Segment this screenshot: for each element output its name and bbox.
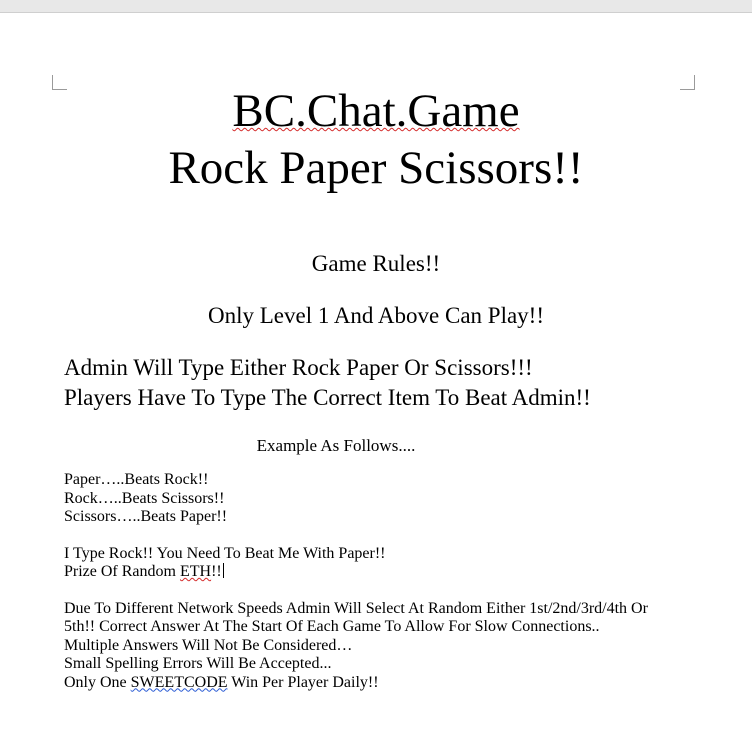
spelling-error-sweetcode: SWEETCODE: [130, 673, 228, 691]
window-chrome-bar: [0, 0, 752, 13]
note-last-suffix: Win Per Player Daily!!: [227, 673, 379, 691]
spacer-after-title: [64, 197, 688, 249]
prize-line-2: Prize Of Random ETH!!: [64, 563, 222, 580]
document-title-line-1: [64, 83, 688, 139]
note-line: Multiple Answers Will Not Be Considered…: [64, 636, 353, 654]
example-line: Scissors…..Beats Paper!!: [64, 508, 228, 525]
blank-line: [64, 582, 688, 600]
admin-rule-line-1: Admin Will Type Either Rock Paper Or Scissors!!!: [64, 355, 533, 380]
spelling-error-eth: ETH: [179, 563, 212, 580]
example-line: Paper…..Beats Rock!!: [64, 471, 209, 488]
document-title-line-1-text: BC.Chat.Game: [232, 85, 520, 137]
admin-rule-line-2: Players Have To Type The Correct Item To Beat Admin!!: [64, 385, 591, 410]
note-line: Small Spelling Errors Will Be Accepted...: [64, 655, 332, 672]
spacer-before-example: [64, 413, 688, 435]
example-header: Example As Follows....: [256, 436, 416, 455]
document-body: [64, 83, 688, 692]
document-page: [0, 13, 752, 750]
game-rules-heading: Game Rules!!: [311, 251, 441, 276]
level-requirement-line: Only Level 1 And Above Can Play!!: [207, 303, 544, 328]
spacer-after-example-header: [64, 457, 688, 471]
prize-line-1: I Type Rock!! You Need To Beat Me With Paper!!: [64, 544, 386, 562]
spacer-after-level-requirement: [64, 331, 688, 353]
note-line-last: [64, 674, 688, 693]
note-line: Due To Different Network Speeds Admin Will Select At Random Either 1st/2nd/3rd/4th Or: [64, 599, 648, 617]
spacer-after-rules-heading: [64, 279, 688, 301]
blank-line: [64, 527, 688, 545]
example-line: Rock…..Beats Scissors!!: [64, 489, 225, 507]
text-cursor: [223, 563, 224, 578]
note-line: 5th!! Correct Answer At The Start Of Each Game To Allow For Slow Connections..: [64, 618, 600, 635]
note-last-prefix: Only One: [64, 673, 131, 691]
document-title-line-2: Rock Paper Scissors!!: [168, 142, 584, 194]
